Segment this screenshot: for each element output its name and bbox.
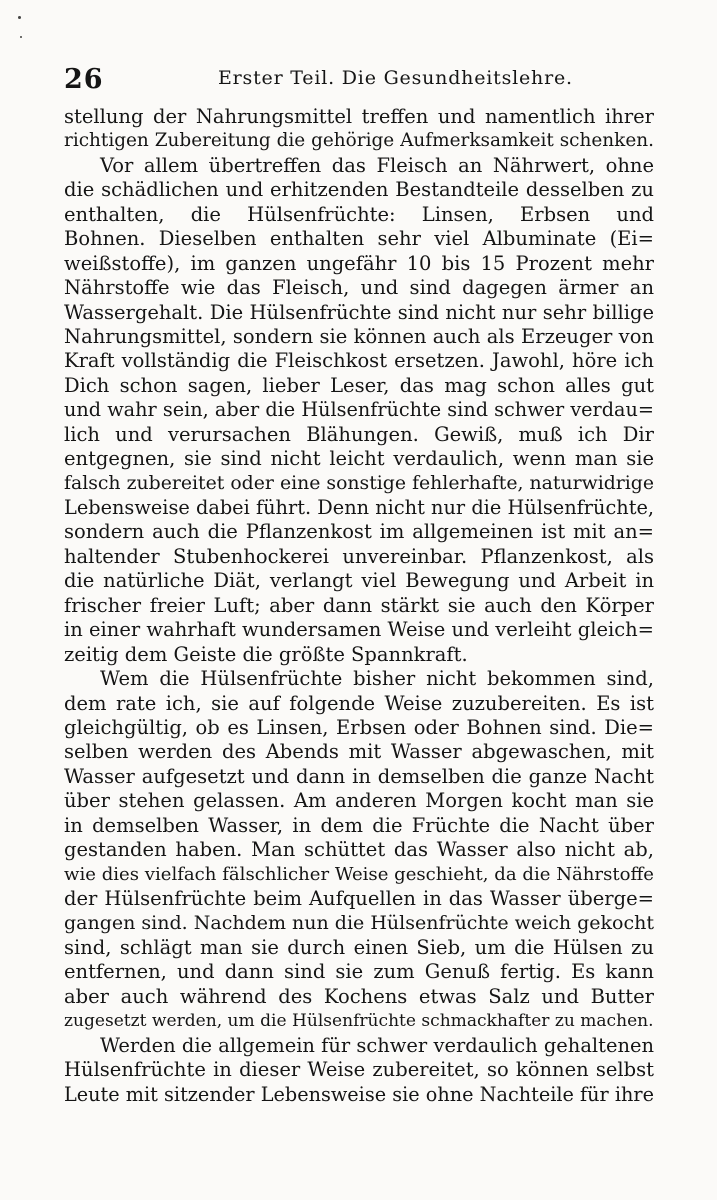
text-line: Hülsenfrüchte in dieser Weise zubereitet, so können selbst <box>64 1058 654 1082</box>
text-line: entgegnen, sie sind nicht leicht verdaulich, wenn man sie <box>64 447 654 471</box>
running-head: Erster Teil. Die Gesundheitslehre. <box>218 67 573 89</box>
text-line: zeitig dem Geiste die größte Spannkraft. <box>64 642 468 666</box>
text-line: enthalten, die Hülsenfrüchte: Linsen, Erbsen und <box>64 202 654 226</box>
text-line: Kraft vollständig die Fleischkost ersetzen. Jawohl, höre ich <box>64 349 654 373</box>
text-line: und wahr sein, aber die Hülsenfrüchte sind schwer verdau= <box>64 398 654 422</box>
text-line: gleichgültig, ob es Linsen, Erbsen oder Bohnen sind. Die= <box>64 715 654 739</box>
text-line: richtigen Zubereitung die gehörige Aufmerksamkeit schenken. <box>64 130 654 152</box>
text-line: die natürliche Diät, verlangt viel Bewegung und Arbeit in <box>64 569 654 593</box>
text-line: Nahrungsmittel, sondern sie können auch als Erzeuger von <box>64 324 654 348</box>
text-line: Dich schon sagen, lieber Leser, das mag schon alles gut <box>64 373 654 397</box>
text-line: Wasser aufgesetzt und dann in demselben die ganze Nacht <box>64 764 654 788</box>
text-line: Bohnen. Dieselben enthalten sehr viel Albuminate (Ei= <box>64 227 654 251</box>
text-line: entfernen, und dann sind sie zum Genuß fertig. Es kann <box>64 960 654 984</box>
text-line: Werden die allgemein für schwer verdaulich gehaltenen <box>100 1033 654 1057</box>
paper-speck <box>18 16 21 19</box>
text-line: Leute mit sitzender Lebensweise sie ohne Nachteile für ihre <box>64 1082 654 1106</box>
text-line: Wassergehalt. Die Hülsenfrüchte sind nicht nur sehr billige <box>64 300 654 324</box>
text-line: lich und verursachen Blähungen. Gewiß, muß ich Dir <box>64 422 654 446</box>
paper-speck <box>20 36 22 38</box>
text-line: in einer wahrhaft wundersamen Weise und verleiht gleich= <box>64 618 654 642</box>
page-number: 26 <box>64 64 104 95</box>
text-line: sondern auch die Pflanzenkost im allgemeinen ist mit an= <box>64 520 654 544</box>
text-line: gangen sind. Nachdem nun die Hülsenfrüchte weich gekocht <box>64 912 654 935</box>
text-line: Nährstoffe wie das Fleisch, und sind dagegen ärmer an <box>64 276 654 300</box>
text-line: über stehen gelassen. Am anderen Morgen kocht man sie <box>64 789 654 813</box>
text-line: dem rate ich, sie auf folgende Weise zuzubereiten. Es ist <box>64 691 654 715</box>
text-line: Wem die Hülsenfrüchte bisher nicht bekommen sind, <box>100 667 654 691</box>
text-line: der Hülsenfrüchte beim Aufquellen in das Wasser überge= <box>64 887 654 910</box>
text-line: stellung der Nahrungsmittel treffen und namentlich ihrer <box>64 105 654 128</box>
text-line: selben werden des Abends mit Wasser abgewaschen, mit <box>64 740 654 764</box>
text-line: sind, schlägt man sie durch einen Sieb, um die Hülsen zu <box>64 935 654 959</box>
text-line: haltender Stubenhockerei unvereinbar. Pflanzenkost, als <box>64 544 654 568</box>
text-line: weißstoffe), im ganzen ungefähr 10 bis 15 Prozent mehr <box>64 251 654 275</box>
text-line: aber auch während des Kochens etwas Salz und Butter <box>64 984 654 1008</box>
text-line: Lebensweise dabei führt. Denn nicht nur die Hülsenfrüchte, <box>64 496 654 519</box>
body-text <box>64 105 654 1107</box>
text-line: Vor allem übertreffen das Fleisch an Nährwert, ohne <box>100 153 654 177</box>
text-line: gestanden haben. Man schüttet das Wasser also nicht ab, <box>64 838 654 862</box>
text-line: zugesetzt werden, um die Hülsenfrüchte schmackhafter zu machen. <box>64 1011 654 1032</box>
text-line: frischer freier Luft; aber dann stärkt sie auch den Körper <box>64 593 654 617</box>
text-line: die schädlichen und erhitzenden Bestandteile desselben zu <box>64 178 654 202</box>
text-line: wie dies vielfach fälschlicher Weise geschieht, da die Nährstoffe <box>64 863 654 885</box>
text-line: falsch zubereitet oder eine sonstige fehlerhafte, naturwidrige <box>64 472 654 494</box>
text-line: in demselben Wasser, in dem die Früchte die Nacht über <box>64 813 654 837</box>
